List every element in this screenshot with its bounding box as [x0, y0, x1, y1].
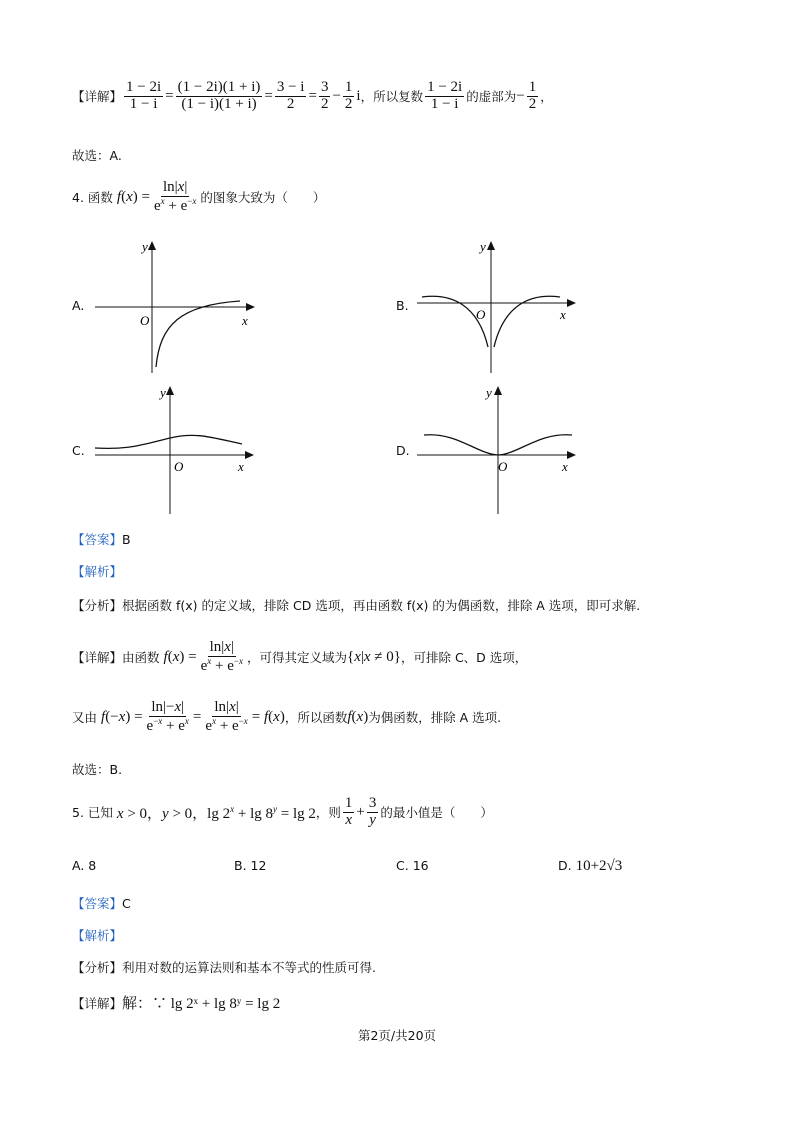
q3-equation: $\frac{1 - 2i}{1 - i}$ = $\frac{(1 - 2i)(1 + i)}{(1 - i)(1 + i)}$ = $\frac{3 - i}{2}$ = $\frac{3}{2}$ − $\frac{1}{2}$ i	[126, 79, 361, 112]
q5-fenxi-text: 利用对数的运算法则和基本不等式的性质可得.	[122, 960, 376, 975]
x-axis-label: x	[238, 459, 244, 474]
option-d-label: D.	[396, 443, 410, 458]
option-a-label: A.	[72, 298, 85, 313]
detail-tag: 【详解】	[72, 89, 123, 105]
q4-detail-line-1: 【详解】 由函数 f(x) = $\frac{\ln|x|}{e^x + e^{-x}}$ ，可得其定义域为 {x|x ≠ 0} ，可排除 C、D 选项，	[72, 639, 528, 674]
x-axis-label: x	[560, 307, 566, 322]
q4-answer: B	[122, 531, 131, 547]
q5-option-d[interactable]: D. 10+2√3	[558, 858, 623, 874]
answer-tag: 【答案】	[72, 896, 123, 911]
graph-d	[412, 382, 582, 517]
q5-answer: C	[122, 895, 131, 911]
y-axis-label: y	[480, 239, 486, 254]
option-b-label: B.	[396, 298, 409, 313]
q4-conclusion: 故选：B.	[72, 762, 123, 777]
q4-answer-line	[72, 530, 131, 548]
q5-stem: 5. 已知 x > 0，y > 0，$\lg 2^x + \lg 8^y = \lg 2$ ，则 $\frac{1}{x}$ + $\frac{3}{y}$ 的最小值是（ ）	[72, 795, 493, 828]
fenxi-tag: 【分析】	[72, 598, 123, 613]
detail-tag: 【详解】	[72, 650, 123, 666]
q5-fenxi-line	[72, 958, 376, 976]
origin-label: O	[476, 307, 486, 322]
q4-fenxi-line	[72, 596, 640, 614]
graph-c	[90, 382, 260, 517]
fenxi-tag: 【分析】	[72, 960, 123, 975]
answer-tag: 【答案】	[72, 532, 123, 547]
q5-option-c[interactable]: C. 16	[396, 858, 429, 873]
graph-b	[412, 235, 582, 375]
q5-answer-line	[72, 894, 131, 912]
y-axis-label: y	[142, 239, 148, 254]
x-axis-label: x	[562, 459, 568, 474]
graph-a	[90, 235, 260, 375]
analysis-tag: 【解析】	[72, 564, 123, 579]
q4-fenxi-text: 根据函数 f(x) 的定义域，排除 CD 选项，再由函数 f(x) 的为偶函数，排除 A 选项，即可求解.	[122, 598, 641, 613]
q3-conclusion: 故选：A.	[72, 148, 122, 163]
x-axis-label: x	[242, 313, 248, 328]
q5-option-b[interactable]: B. 12	[234, 858, 267, 873]
origin-label: O	[498, 459, 508, 474]
page-footer: 第2页/共20页	[357, 1028, 437, 1043]
q4-detail-line-2: 又由 f(−x) = $\frac{\ln|-x|}{e^{-x} + e^x}$ = $\frac{\ln|x|}{e^x + e^{-x}}$ = f(x) ，所以函数 f(x) 为偶函数，排除 A 选项.	[72, 699, 502, 734]
origin-label: O	[174, 459, 184, 474]
q3-detail-line: 【详解】 $\frac{1 - 2i}{1 - i}$ = $\frac{(1 - 2i)(1 + i)}{(1 - i)(1 + i)}$ = $\frac{3 - i}{2}$ = $\frac{3}{2}$ − $\frac{1}{2}$ i ，所以复数 $\frac{1 - 2i}{1 - i}$ 的虚部为 − $\frac{1}{2}$ ，	[72, 79, 553, 112]
y-axis-label: y	[160, 385, 166, 400]
analysis-tag: 【解析】	[72, 928, 123, 943]
option-c-label: C.	[72, 443, 85, 458]
detail-tag: 【详解】	[72, 995, 123, 1011]
origin-label: O	[140, 313, 150, 328]
q4-stem: 4. 函数 f(x) = $\frac{\ln|x|}{e^x + e^{-x}}$ 的图象大致为（ ）	[72, 179, 326, 214]
q5-detail-text: 解：∵ lg 2ˣ + lg 8ʸ = lg 2	[122, 996, 281, 1012]
q4-function-fraction: $\frac{\ln|x|}{e^x + e^{-x}}$	[153, 179, 197, 214]
q5-detail-line	[72, 992, 280, 1013]
q5-option-a[interactable]: A. 8	[72, 858, 97, 873]
y-axis-label: y	[486, 385, 492, 400]
